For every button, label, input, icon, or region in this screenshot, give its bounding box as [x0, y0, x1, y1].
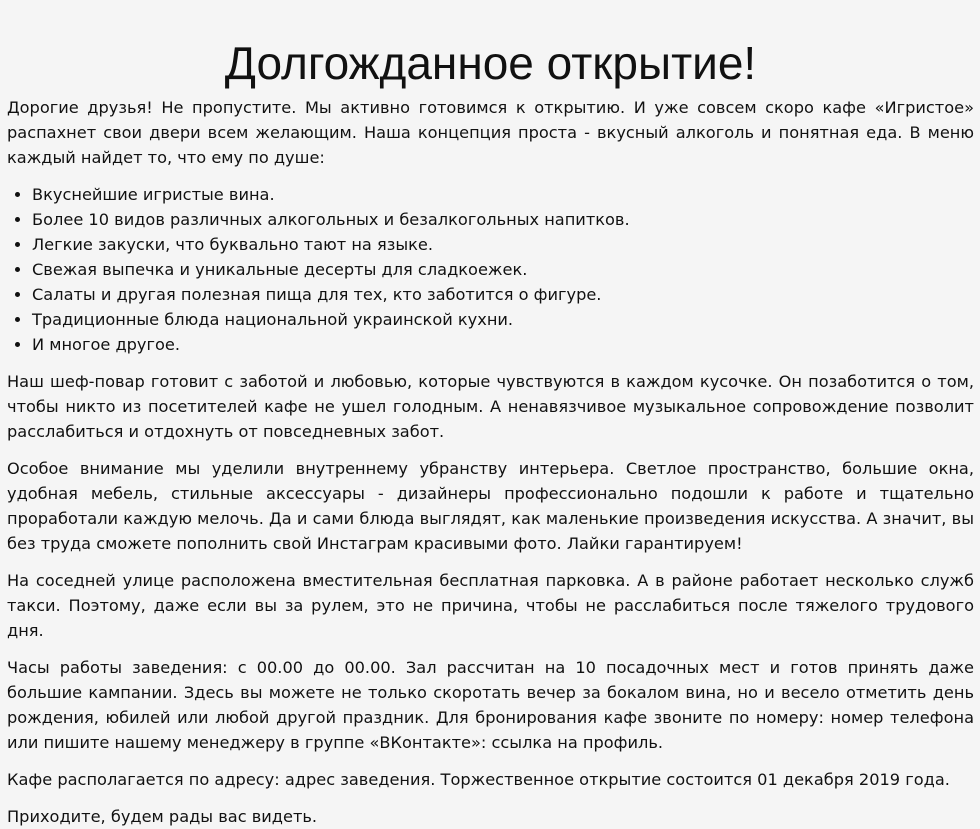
- menu-list-item: • Вкуснейшие игристые вина.: [32, 182, 974, 207]
- menu-list-item: • Традиционные блюда национальной украинской кухни.: [32, 307, 974, 332]
- chef-paragraph: Наш шеф-повар готовит с заботой и любовью, которые чувствуются в каждом кусочке. Он позаботится о том, чтобы никто из посетителей кафе не ушел голодным. А ненавязчивое музыкальное сопровождение позволит расслабиться и отдохнуть от повседневных забот.: [7, 372, 974, 441]
- menu-list-item: • Салаты и другая полезная пища для тех, кто заботится о фигуре.: [32, 282, 974, 307]
- menu-list-item: • И многое другое.: [32, 332, 974, 357]
- closing-paragraph: Приходите, будем рады вас видеть.: [7, 807, 318, 826]
- parking-paragraph: На соседней улице расположена вместительная бесплатная парковка. А в районе работает несколько служб такси. Поэтому, даже если вы за рулем, это не причина, чтобы не расслабиться после тяжелого трудового дня.: [7, 571, 974, 640]
- menu-list-item: • Свежая выпечка и уникальные десерты для сладкоежек.: [32, 257, 974, 282]
- menu-list-item: • Более 10 видов различных алкогольных и безалкогольных напитков.: [32, 207, 974, 232]
- menu-list-item: • Легкие закуски, что буквально тают на языке.: [32, 232, 974, 257]
- interior-paragraph: Особое внимание мы уделили внутреннему убранству интерьера. Светлое пространство, большие окна, удобная мебель, стильные аксессуары - дизайнеры профессионально подошли к работе и тщательно проработали каждую мелочь. Да и сами блюда выглядят, как маленькие произведения искусства. А значит, вы без труда сможете пополнить свой Инстаграм красивыми фото. Лайки гарантируем!: [7, 459, 974, 553]
- address-paragraph: Кафе располагается по адресу: адрес заведения. Торжественное открытие состоится 01 декабря 2019 года.: [7, 770, 950, 789]
- menu-list: [7, 182, 974, 357]
- page-title: Долгожданное открытие!: [224, 37, 757, 89]
- hours-paragraph: Часы работы заведения: с 00.00 до 00.00. Зал рассчитан на 10 посадочных мест и готов принять даже большие кампании. Здесь вы можете не только скоротать вечер за бокалом вина, но и весело отметить день рождения, юбилей или любой другой праздник. Для бронирования кафе звоните по номеру: номер телефона или пишите нашему менеджеру в группе «ВКонтакте»: ссылка на профиль.: [7, 658, 974, 752]
- intro-paragraph: Дорогие друзья! Не пропустите. Мы активно готовимся к открытию. И уже совсем скоро кафе «Игристое» распахнет свои двери всем желающим. Наша концепция проста - вкусный алкоголь и понятная еда. В меню каждый найдет то, что ему по душе:: [7, 98, 974, 167]
